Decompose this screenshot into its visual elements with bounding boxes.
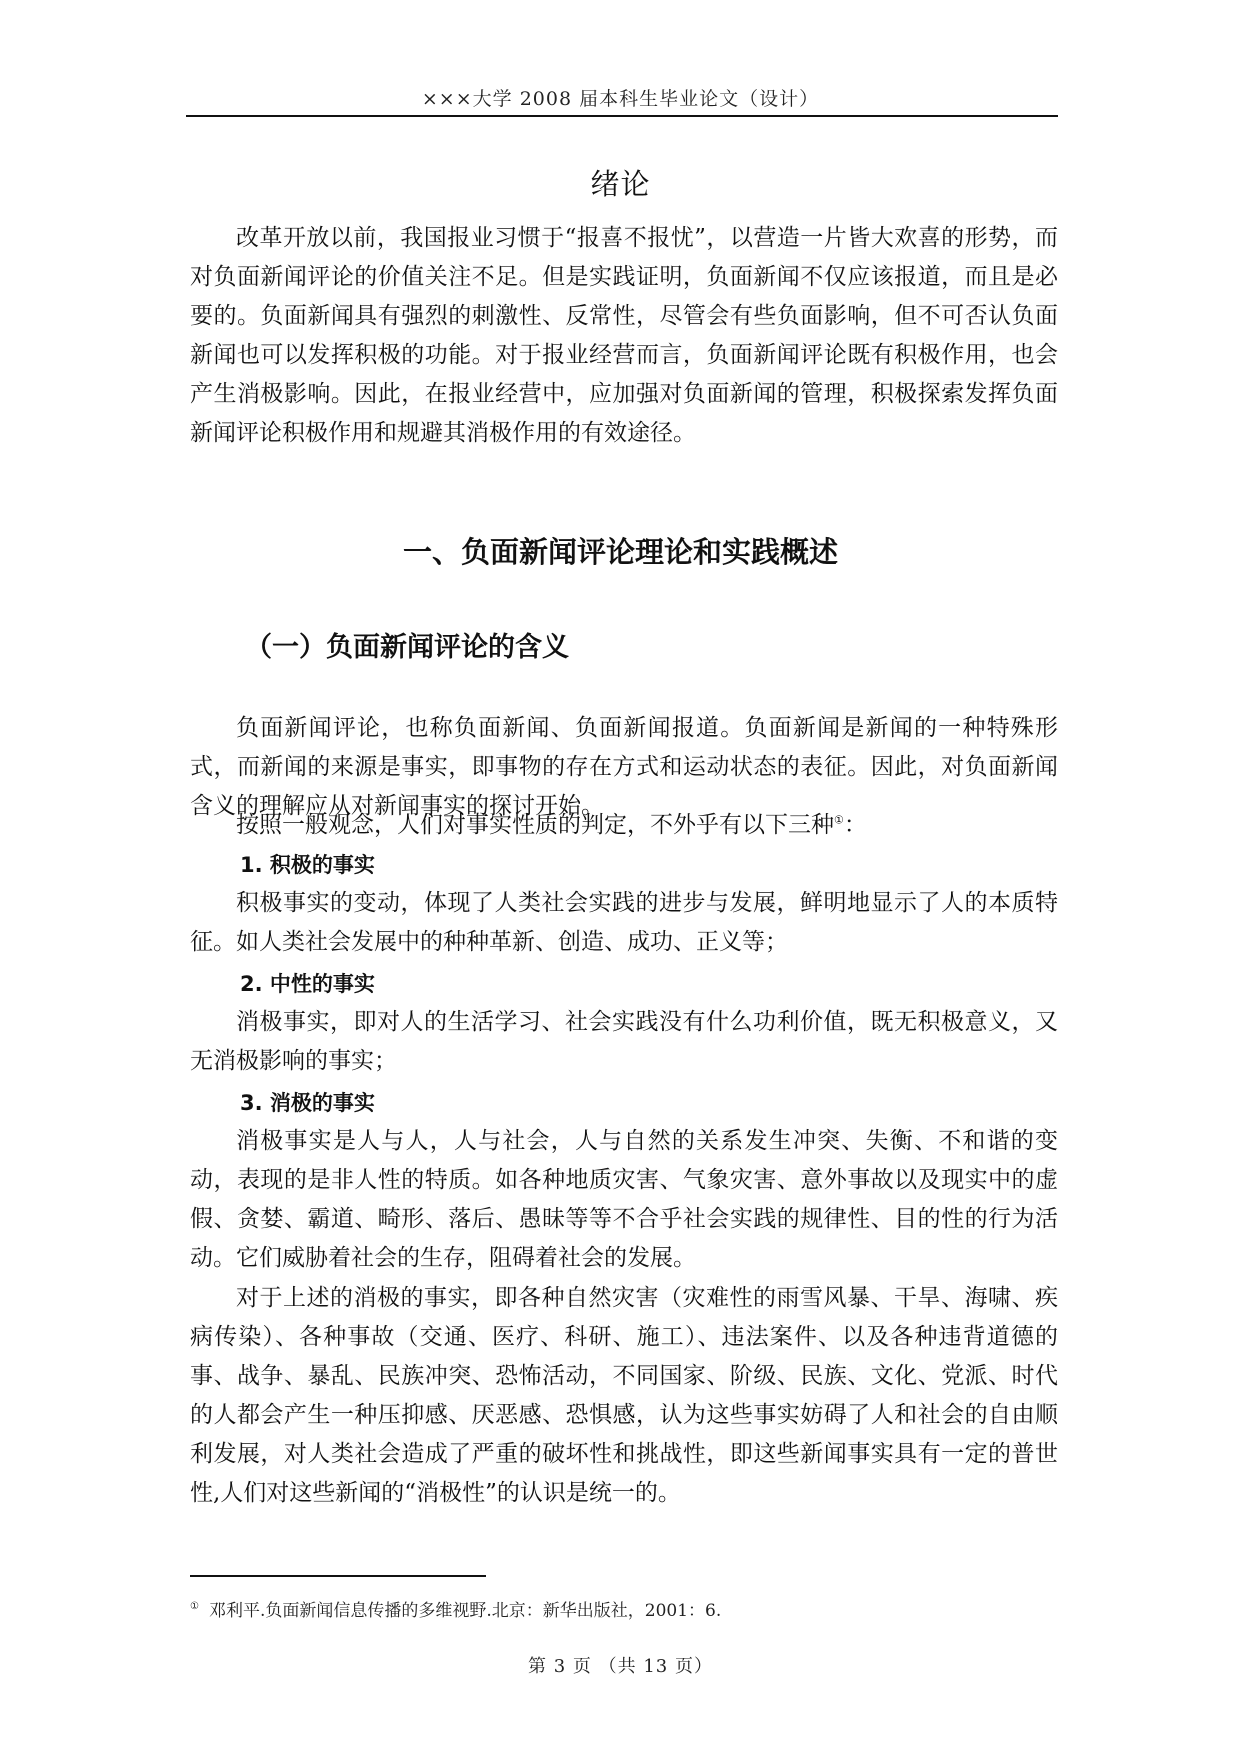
running-header: ×××大学 2008 届本科生毕业论文（设计） (421, 88, 820, 110)
section-heading: 一、负面新闻评论理论和实践概述 (402, 535, 838, 569)
page-footer: 第 3 页 （共 13 页） (528, 1656, 713, 1677)
classification-text: 按照一般观念，人们对事实性质的判定，不外乎有以下三种 (236, 812, 834, 838)
classification-end: ： (843, 812, 867, 838)
footnote-mark: ① (190, 1601, 199, 1613)
item-heading-neutral: 2. 中性的事实 (240, 972, 375, 996)
header-rule (186, 115, 1058, 117)
item-heading-negative: 3. 消极的事实 (240, 1091, 375, 1115)
item-text-neutral: 消极事实，即对人的生活学习、社会实践没有什么功利价值，既无积极意义，又无消极影响的事实； (190, 1009, 1058, 1074)
item-text-negative: 消极事实是人与人，人与社会，人与自然的关系发生冲突、失衡、不和谐的变动，表现的是非人性的特质。如各种地质灾害、气象灾害、意外事故以及现实中的虚假、贪婪、霸道、畸形、落后、愚昧等等不合乎社会实践的规律性、目的性的行为活动。它们威胁着社会的生存，阻碍着社会的发展。 (190, 1128, 1058, 1271)
negative-facts-paragraph: 对于上述的消极的事实，即各种自然灾害（灾难性的雨雪风暴、干旱、海啸、疾病传染）、各种事故（交通、医疗、科研、施工）、违法案件、以及各种违背道德的事、战争、暴乱、民族冲突、恐怖活动，不同国家、阶级、民族、文化、党派、时代的人都会产生一种压抑感、厌恶感、恐惧感，认为这些事实妨碍了人和社会的自由顺利发展，对人类社会造成了严重的破坏性和挑战性，即这些新闻事实具有一定的普世性,人们对这些新闻的“消极性”的认识是统一的。 (190, 1285, 1058, 1506)
footnote-rule (190, 1575, 486, 1577)
item-text-positive: 积极事实的变动，体现了人类社会实践的进步与发展，鲜明地显示了人的本质特征。如人类社会发展中的种种革新、创造、成功、正义等； (190, 890, 1058, 955)
item-heading-positive: 1. 积极的事实 (240, 853, 375, 877)
subsection-heading: （一）负面新闻评论的含义 (245, 632, 569, 663)
definition-paragraph: 负面新闻评论，也称负面新闻、负面新闻报道。负面新闻是新闻的一种特殊形式，而新闻的来源是事实，即事物的存在方式和运动状态的表征。因此，对负面新闻含义的理解应从对新闻事实的探讨开始。 (190, 715, 1058, 819)
intro-paragraph: 改革开放以前，我国报业习惯于“报喜不报忧”，以营造一片皆大欢喜的形势，而对负面新闻评论的价值关注不足。但是实践证明，负面新闻不仅应该报道，而且是必要的。负面新闻具有强烈的刺激性、反常性，尽管会有些负面影响，但不可否认负面新闻也可以发挥积极的功能。对于报业经营而言，负面新闻评论既有积极作用，也会产生消极影响。因此，在报业经营中，应加强对负面新闻的管理，积极探索发挥负面新闻评论积极作用和规避其消极作用的有效途径。 (190, 225, 1058, 446)
page-title: 绪论 (590, 167, 651, 201)
footnote-ref[interactable]: ① (834, 813, 844, 827)
classification-paragraph (190, 806, 1058, 845)
footnote-text: 邓利平.负面新闻信息传播的多维视野.北京：新华出版社，2001：6. (208, 1601, 722, 1621)
footnote (190, 1596, 721, 1621)
